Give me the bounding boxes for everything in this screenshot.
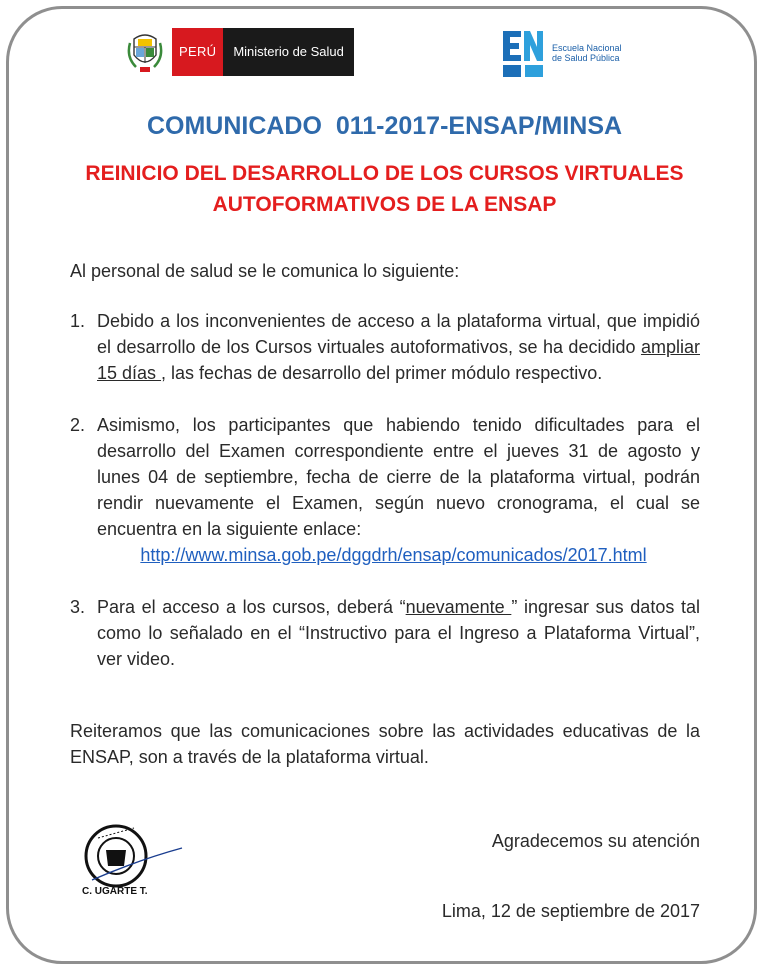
peru-coat-of-arms-icon bbox=[126, 29, 164, 75]
list-item-3 bbox=[70, 594, 700, 672]
nuevamente-underlined: nuevamente bbox=[405, 597, 512, 617]
subtitle-line-2: AUTOFORMATIVOS DE LA ENSAP bbox=[212, 193, 557, 216]
list-item-2 bbox=[70, 412, 700, 568]
document-subtitle bbox=[60, 158, 709, 220]
item-number: 2. bbox=[70, 415, 86, 435]
ministry-stamp-signature bbox=[78, 820, 188, 900]
item-text-body: Asimismo, los participantes que habiendo tenido dificultades para el desarrollo del Examen correspondiente entre el jueves 31 de agosto y lunes 04 de septiembre, fecha de cierre de la plataforma virtual, podrán rendir nuevamente el Examen, según nuevo cronograma, el cual se encuentra en la siguiente enlace: bbox=[97, 415, 700, 539]
item-text bbox=[97, 594, 700, 672]
ensap-line-2: de Salud Pública bbox=[552, 53, 620, 63]
extension-underlined: ampliar 15 días bbox=[97, 337, 700, 383]
ensap-name bbox=[552, 43, 622, 63]
list-item-1 bbox=[70, 308, 700, 386]
ensap-line-1: Escuela Nacional bbox=[552, 43, 622, 53]
item-number: 3. bbox=[70, 597, 86, 617]
closing-paragraph: Reiteramos que las comunicaciones sobre las actividades educativas de la ENSAP, son a través de la plataforma virtual. bbox=[70, 721, 700, 767]
item-text bbox=[97, 412, 700, 568]
ministry-label: Ministerio de Salud bbox=[223, 28, 354, 76]
item-text bbox=[97, 308, 700, 386]
item-number: 1. bbox=[70, 311, 86, 331]
item-text-after: , las fechas de desarrollo del primer módulo respectivo. bbox=[161, 363, 603, 383]
date-line: Lima, 12 de septiembre de 2017 bbox=[441, 901, 700, 921]
item-text-after: ” ingresar sus datos tal como lo señalado en el “Instructivo para el Ingreso a Plataforma Virtual”, ver video. bbox=[97, 597, 700, 669]
ensap-logo bbox=[499, 27, 622, 79]
comunicados-link[interactable]: http://www.minsa.gob.pe/dggdrh/ensap/comunicados/2017.html bbox=[140, 545, 647, 565]
signature-name: C. UGARTE T. bbox=[82, 886, 148, 897]
item-text-before: Para el acceso a los cursos, deberá “ bbox=[97, 597, 406, 617]
document-title: COMUNICADO 011-2017-ENSAP/MINSA bbox=[146, 112, 623, 140]
thanks-text: Agradecemos su atención bbox=[491, 831, 700, 851]
item-text-before: Debido a los inconvenientes de acceso a la plataforma virtual, que impidió el desarrollo de los Cursos virtuales autoformativos, se ha decidido bbox=[97, 311, 700, 357]
minsa-logo bbox=[126, 28, 354, 76]
intro-paragraph: Al personal de salud se le comunica lo siguiente: bbox=[70, 261, 460, 281]
ensap-emblem-icon bbox=[499, 27, 549, 79]
peru-label: PERÚ bbox=[172, 28, 223, 76]
subtitle-line-1: REINICIO DEL DESARROLLO DE LOS CURSOS VIRTUALES bbox=[85, 162, 684, 185]
numbered-list bbox=[70, 308, 700, 698]
